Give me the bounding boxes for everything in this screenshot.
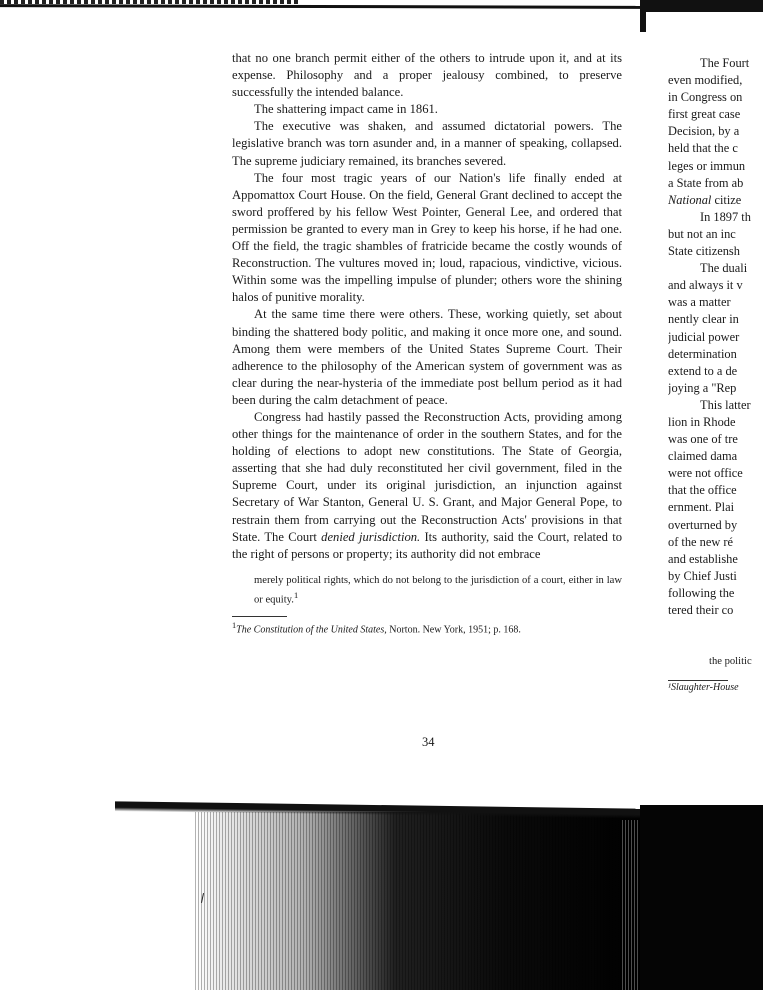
right-page-line: even modified, (668, 73, 743, 88)
footnote (232, 619, 622, 636)
gutter-top-shadow (640, 0, 763, 12)
footnote-number: 1 (232, 621, 237, 631)
right-page-line: that the office (668, 483, 737, 498)
right-page-line: determination (668, 346, 737, 361)
right-page-line: by Chief Justi (668, 568, 737, 583)
right-page-line: held that the c (668, 141, 738, 156)
footnote-citation: Norton. New York, 1951; p. 168. (386, 624, 521, 636)
right-page-line: but not an inc (668, 226, 736, 241)
paragraph: At the same time there were others. These, working quietly, set about binding the shattered body politic, and making it once more one, and sound. Among them were members of the United States Supreme Court. Their adherence to the philosophy of the American system of government was as clear during the near-hysteria of the immediate post bellum period as it had been during the calm detachment of peace. (232, 307, 622, 407)
paragraph: that no one branch permit either of the others to intrude upon it, and at its expense. Philosophy and a proper jealousy combined, to preserve successfully the intended balance. (232, 51, 622, 100)
right-page-line: National citize (668, 192, 742, 207)
right-page-line: was one of tre (668, 432, 738, 447)
footnote-rule (232, 616, 287, 617)
right-page-line: In 1897 th (700, 209, 751, 224)
block-quote-text: merely political rights, which do not belong to the jurisdiction of a court, either in law or equity. (254, 574, 622, 606)
right-page-line: in Congress on (668, 90, 743, 105)
right-page-line: extend to a de (668, 363, 738, 378)
italic-text: National (668, 192, 712, 207)
right-page-line: and always it v (668, 278, 743, 293)
gutter-spine (640, 10, 646, 32)
right-page-footnote: ¹Slaughter-House (668, 682, 739, 693)
paragraph: The executive was shaken, and assumed dictatorial powers. The legislative branch was torn asunder and, in a manner of speaking, collapsed. The supreme judiciary remained, its branches severed. (232, 119, 622, 168)
right-page-line: a State from ab (668, 175, 744, 190)
right-page-line: The duali (700, 261, 748, 276)
left-page-text (232, 50, 622, 637)
page-top-shadow (0, 4, 640, 9)
right-page-line: ernment. Plai (668, 500, 735, 515)
right-page-line: nently clear in (668, 312, 739, 327)
page-number: 34 (422, 735, 435, 749)
right-page-line: This latter (700, 397, 751, 412)
paragraph-reconstruction (232, 409, 622, 563)
emphasis-text: denied jurisdiction. (321, 529, 421, 544)
right-page-line: lion in Rhode (668, 414, 736, 429)
right-page-line: leges or immun (668, 158, 746, 173)
right-page-line: of the new ré (668, 534, 734, 549)
right-page-line: following the (668, 585, 735, 600)
right-page-line: and establishe (668, 551, 738, 566)
paragraph: The shattering impact came in 1861. (254, 102, 438, 117)
footnote-marker: 1 (293, 590, 299, 601)
right-page-text (668, 55, 763, 619)
right-page-line: State citizensh (668, 244, 740, 259)
right-page-line: first great case (668, 107, 741, 122)
scan-bottom-shadow (195, 812, 640, 990)
paragraph: The four most tragic years of our Nation's life finally ended at Appomattox Court House. On the field, General Grant declined to accept the sword proffered by his fellow West Pointer, General Lee, and ordered that permission be granted to every man in Grey to keep his horse, if he had one. Off the field, the tragic shambles of fratricide became the costly wounds of Reconstruction. The vultures moved in; loud, rapacious, vindictive, vicious. Within some was the impelling impulse of plunder; others wore the shining halos of punitive morality. (232, 170, 622, 305)
right-page-line: Decision, by a (668, 124, 740, 139)
paragraph-text: Congress had hastily passed the Reconstruction Acts, providing among other things for the maintenance of order in the southern States, and for the holding of elections to adopt new constitutions. The State of Georgia, asserting that she had duly reconstituted her civil government, filed in the Supreme Court, under its original jurisdiction, an injunction against Secretary of War Stanton, General U. S. Grant, and Major General Pope, to restrain them from carrying out the Reconstruction Acts' provisions in that State. The Court (232, 409, 622, 544)
footnote-title: The Constitution of the United States, (236, 624, 387, 636)
right-page-line: overturned by (668, 517, 738, 532)
right-page-line: joying a "Rep (668, 380, 737, 395)
scan-bottom-dark-area (640, 805, 763, 990)
right-page-line: were not office (668, 466, 743, 481)
right-page-line: The Fourt (700, 56, 750, 70)
right-page-line: tered their co (668, 603, 734, 617)
right-footnote-rule (668, 680, 728, 681)
right-page-quote: the politic (709, 656, 752, 667)
right-page-line: claimed dama (668, 449, 738, 464)
block-quote (254, 574, 622, 609)
right-page-line: judicial power (668, 329, 740, 344)
paragraph-text: Its authority, said the Court, related to the right of persons or property; its authority did not embrace (232, 529, 622, 561)
right-page-line: was a matter (668, 295, 731, 310)
